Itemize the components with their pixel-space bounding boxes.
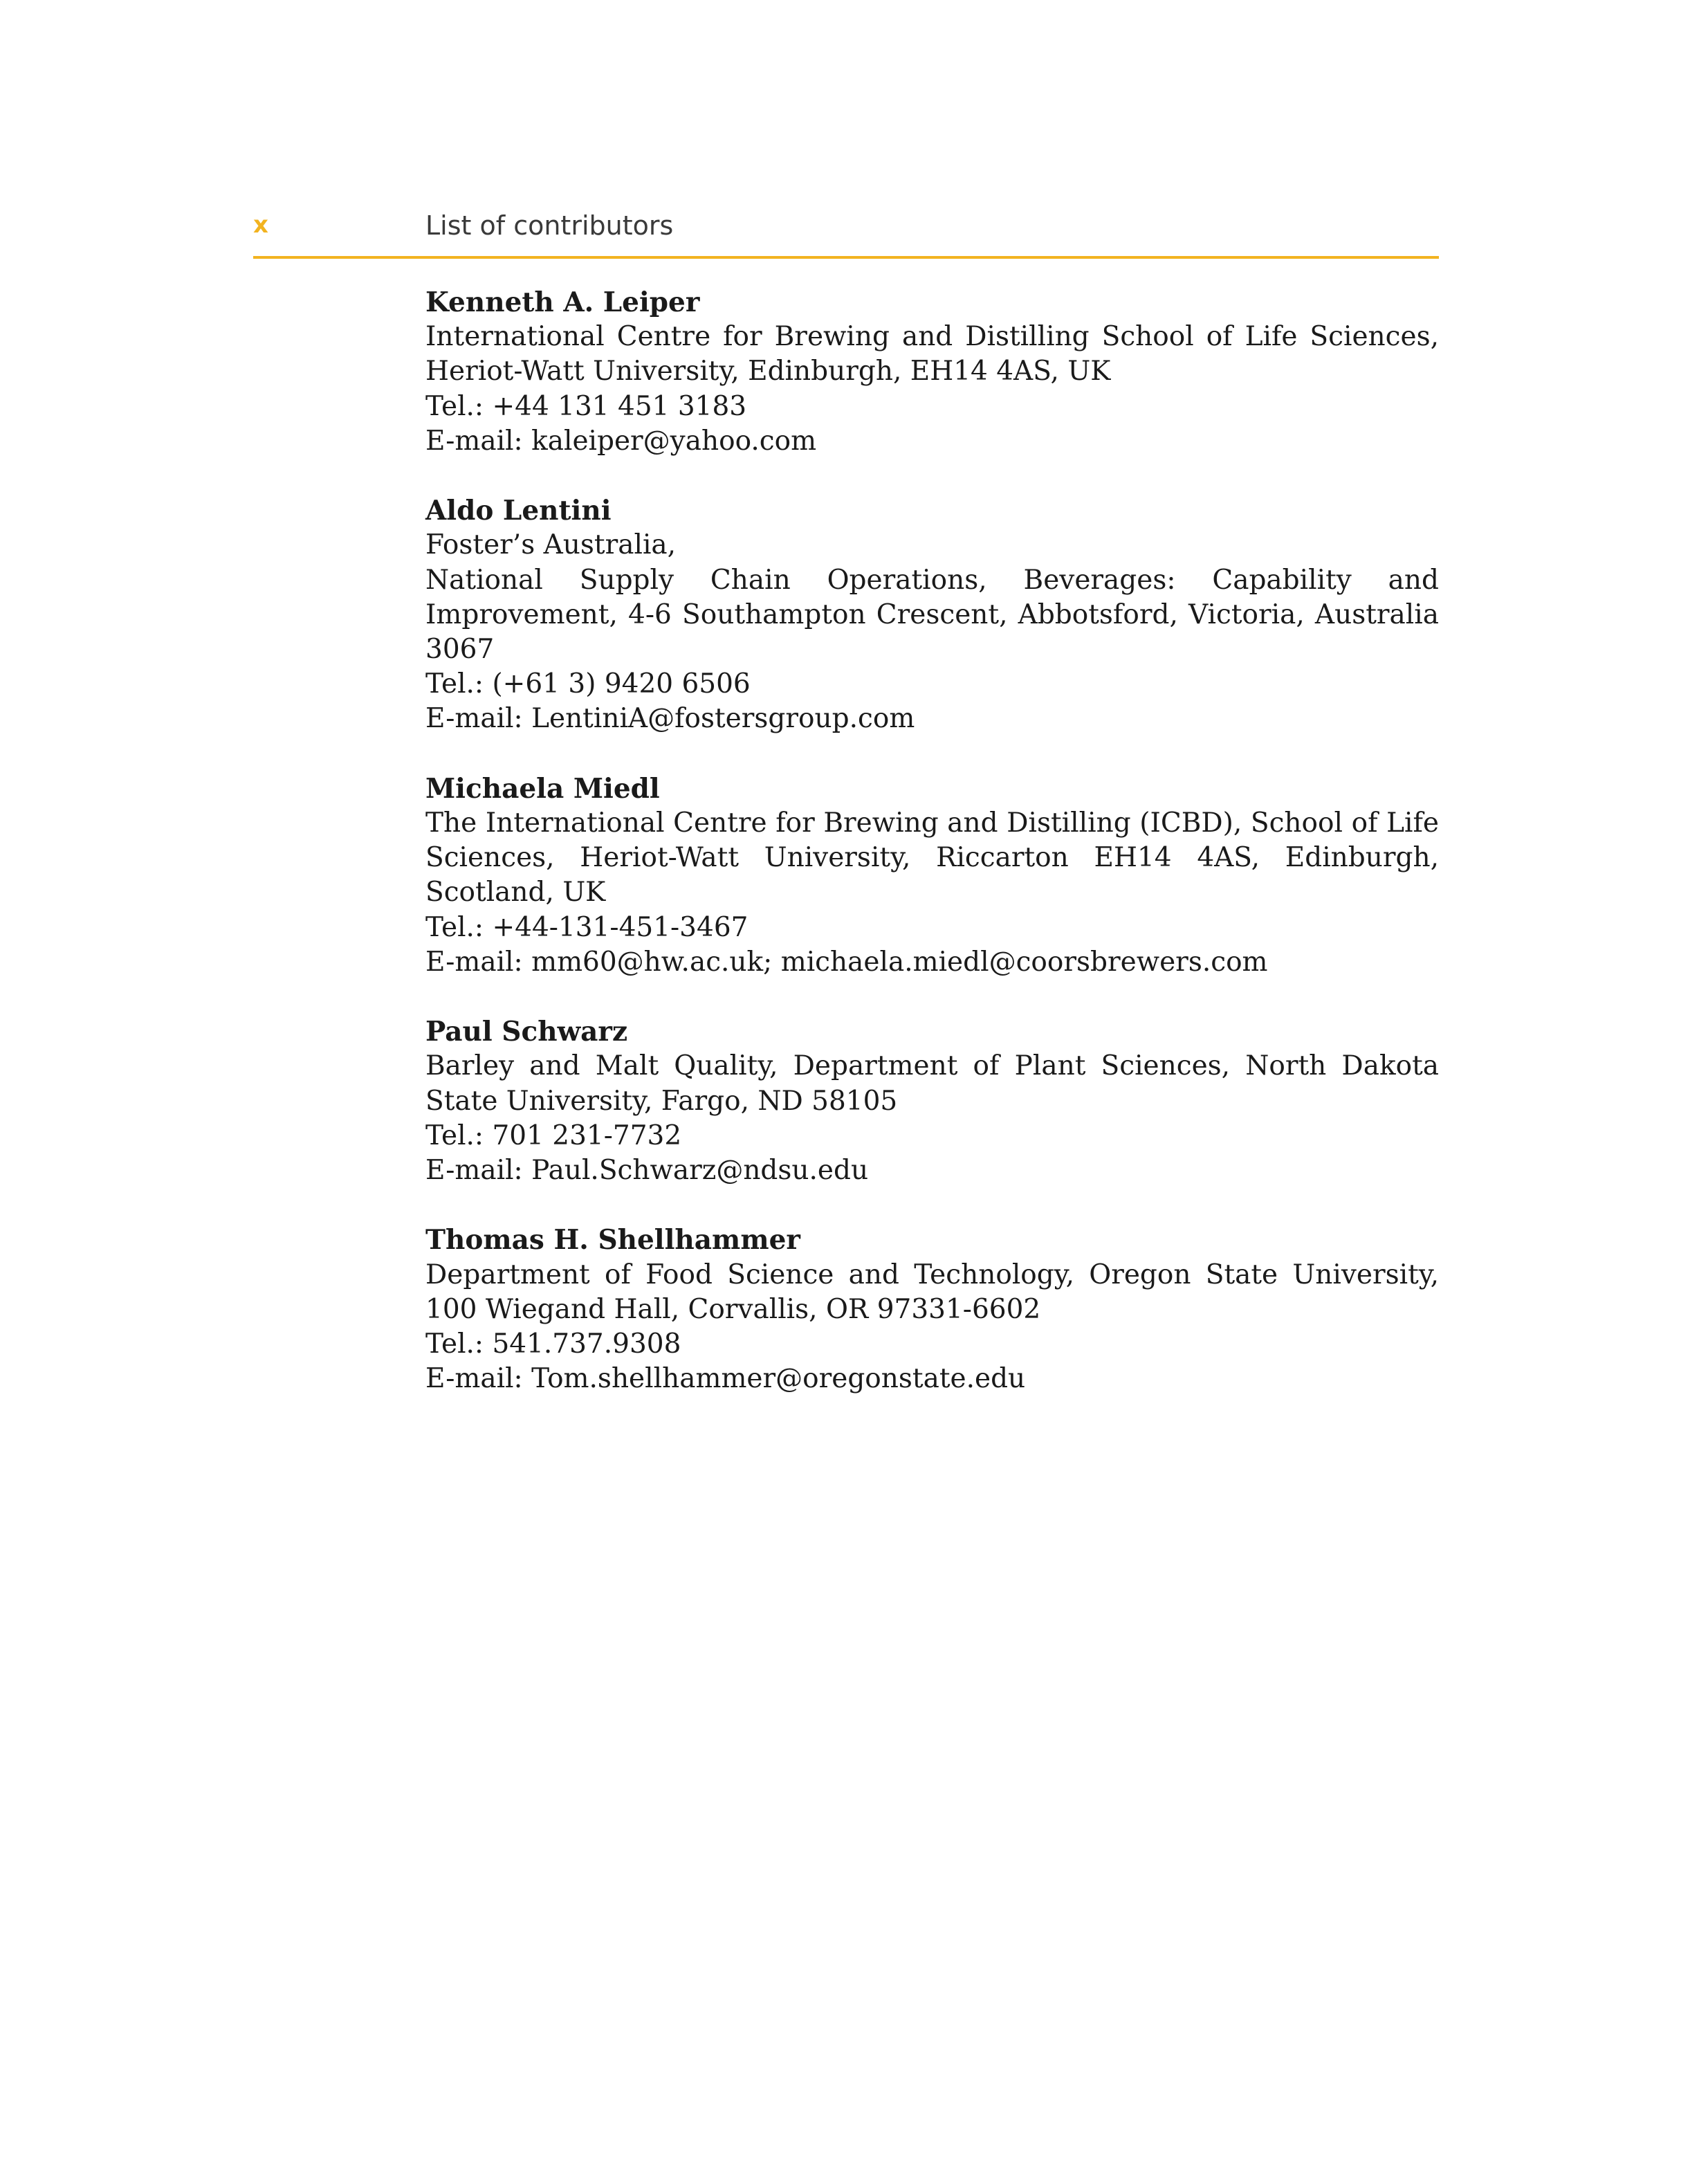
contributor-email: E-mail: mm60@hw.ac.uk; michaela.miedl@coorsbrewers.com xyxy=(425,946,1268,978)
contributor-entry xyxy=(425,1014,1439,1188)
contributor-affiliation: Barley and Malt Quality, Department of Plant Sciences, North Dakota State University, Fargo, ND 58105 xyxy=(425,1050,1439,1117)
contributor-entry xyxy=(425,1223,1439,1396)
contributor-name: Aldo Lentini xyxy=(425,495,612,527)
contributor-name: Paul Schwarz xyxy=(425,1016,628,1048)
contributor-entry xyxy=(425,285,1439,459)
contributor-affiliation-detail: National Supply Chain Operations, Beverages: Capability and Improvement, 4-6 Southampton Crescent, Abbotsford, Victoria, Australia 3067 xyxy=(425,564,1439,666)
contributor-email: E-mail: Tom.shellhammer@oregonstate.edu xyxy=(425,1363,1026,1395)
contributor-tel: Tel.: 701 231-7732 xyxy=(425,1120,682,1151)
running-head: List of contributors xyxy=(425,210,674,241)
page-number: x xyxy=(253,211,268,239)
contributor-name: Michaela Miedl xyxy=(425,772,660,805)
contributor-email: E-mail: kaleiper@yahoo.com xyxy=(425,425,817,457)
contributor-email: E-mail: LentiniA@fostersgroup.com xyxy=(425,703,915,735)
contributor-email: E-mail: Paul.Schwarz@ndsu.edu xyxy=(425,1155,869,1187)
contributor-name: Kenneth A. Leiper xyxy=(425,286,700,318)
contributor-entry xyxy=(425,771,1439,980)
contributor-affiliation: International Centre for Brewing and Distilling School of Life Sciences, Heriot-Watt University, Edinburgh, EH14 4AS, UK xyxy=(425,321,1439,387)
contributor-tel: Tel.: +44-131-451-3467 xyxy=(425,911,749,943)
contributor-affiliation: Department of Food Science and Technology, Oregon State University, 100 Wiegand Hall, Corvallis, OR 97331-6602 xyxy=(425,1259,1439,1325)
contributor-affiliation: The International Centre for Brewing and Distilling (ICBD), School of Life Sciences, Heriot-Watt University, Riccarton EH14 4AS, Edinburgh, Scotland, UK xyxy=(425,807,1439,908)
contributor-entry xyxy=(425,493,1439,736)
contributor-name: Thomas H. Shellhammer xyxy=(425,1224,800,1257)
contributor-affiliation: Foster’s Australia, xyxy=(425,529,677,561)
contributor-list xyxy=(425,285,1439,1432)
contributor-tel: Tel.: (+61 3) 9420 6506 xyxy=(425,668,751,700)
header-rule xyxy=(253,256,1439,259)
contributor-tel: Tel.: +44 131 451 3183 xyxy=(425,390,747,422)
contributor-tel: Tel.: 541.737.9308 xyxy=(425,1328,681,1360)
